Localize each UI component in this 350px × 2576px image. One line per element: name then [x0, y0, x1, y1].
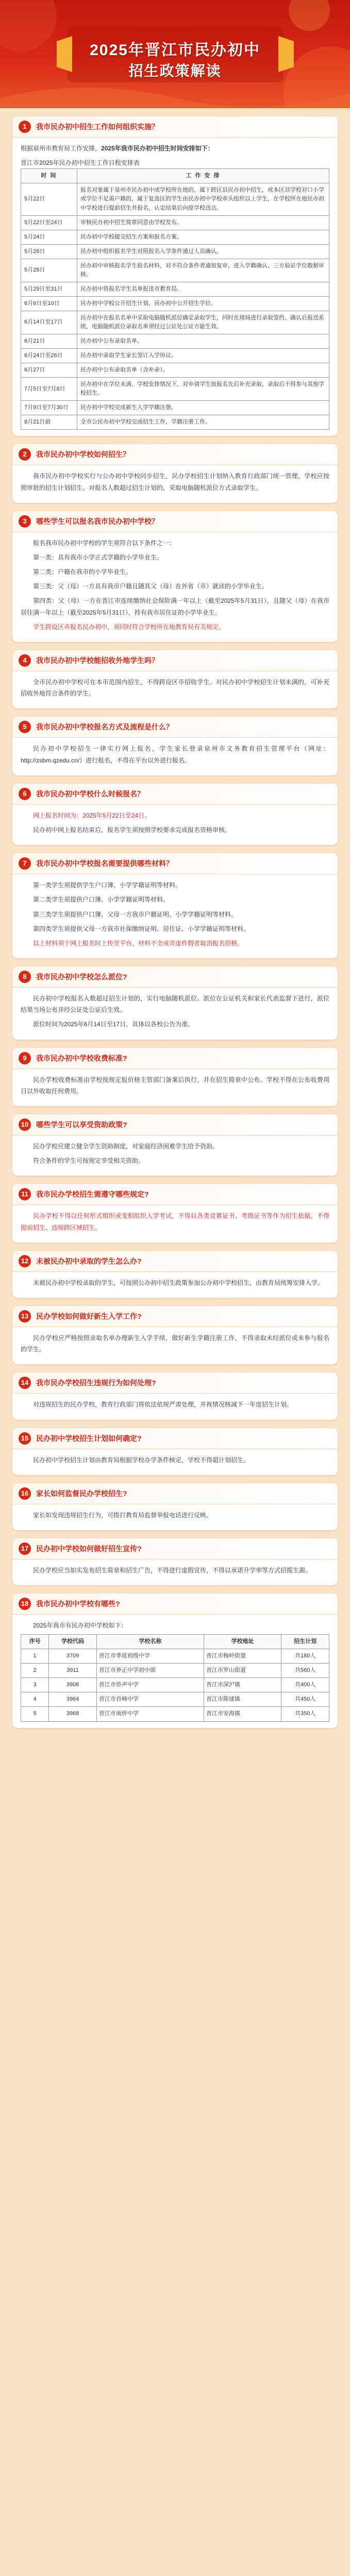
header-banner: [0, 0, 350, 108]
table-header: 学校地址: [204, 1635, 281, 1649]
school-cell-no: 5: [21, 1707, 49, 1721]
school-cell-addr: 晋江市深沪镇: [204, 1678, 281, 1692]
answer-body: [12, 1504, 338, 1530]
answer-paragraph: 第三类学生须提供户口簿、父母一方我市户籍证明、小学学籍证明等材料。: [33, 910, 238, 918]
answer-paragraph: 我市民办初中学校实行与公办初中学校同步招生，民办学校招生计划纳入教育行政部门统一管理，学校应按照审批的招生计划招生。对报名人数超过招生计划的，采取电脑随机派位方式录取学生。: [21, 472, 329, 492]
qa-header: [12, 444, 338, 465]
schedule-time-cell: 7月5日至7月8日: [21, 378, 77, 401]
schedule-table-title: 晋江市2025年民办初中招生工作日程安排表: [21, 159, 140, 167]
answer-paragraph: 民办学校应建立健全学生资助制度，对家庭经济困难学生给予资助。: [33, 1143, 219, 1150]
question-number-badge: 1: [19, 121, 31, 133]
question-title: 哪些学生可以享受资助政策?: [36, 1121, 127, 1129]
answer-paragraph: 第一类学生须提供学生户口簿、小学学籍证明等材料。: [33, 882, 182, 889]
answer-paragraph: 民办初中学校报名人数超过招生计划的，实行电脑随机派位。派位在公证机关和家长代表监督下进行，派位结果当场公布并经公证处公证后生效。: [21, 995, 329, 1014]
schedule-content-cell: 民办初中公布录取名单（含补录）。: [77, 363, 329, 378]
schedule-table-body: [21, 183, 329, 430]
schedule-row: [21, 282, 329, 296]
question-title: 我市民办初中学校报名方式及流程是什么？: [36, 723, 173, 732]
answer-paragraph: 家长如发现违规招生行为，可拨打教育局监督举报电话进行反映。: [33, 1511, 213, 1519]
school-cell-addr: 晋江市陈埭镇: [204, 1692, 281, 1707]
question-title: 未被民办初中录取的学生怎么办?: [36, 1257, 142, 1265]
school-cell-code: 3908: [49, 1678, 97, 1692]
school-cell-name: 晋江市侨声中学: [96, 1678, 204, 1692]
answer-paragraph: 学生跨设区市报名民办初中，须同时符合学校所在地教育局有关规定。: [33, 623, 225, 631]
question-title: 我市民办学校招生违规行为如何处理?: [36, 1379, 156, 1387]
question-number-badge: 15: [19, 1432, 31, 1445]
school-cell-code: 3964: [49, 1692, 97, 1707]
answer-paragraph: 第四类：父（母）一方在晋江市连续缴纳社会保险满一年以上（截至2025年5月31日），且随父（母）在我市居住满一年以上（截至2025年5月31日），持有我市居住证的小学毕业生。: [21, 597, 329, 616]
qa-header: [12, 1251, 338, 1272]
qa-header: [12, 1594, 338, 1615]
question-number-badge: 10: [19, 1118, 31, 1131]
schedule-row: [21, 401, 329, 415]
qa-card-7: [12, 853, 338, 958]
qa-header: [12, 650, 338, 671]
answer-paragraph: 2025年我市有民办初中学校如下：: [33, 1622, 127, 1630]
answer-body: [12, 1327, 338, 1364]
question-number-badge: 7: [19, 857, 31, 870]
schedule-table: [21, 168, 329, 430]
school-cell-name: 晋江市季延初级中学: [96, 1649, 204, 1664]
schedule-content-cell: 民办初中在报名名单中采取电脑随机派位确定录取学生，同时在现场进行录取签约，确认后报送系统，电脑随机派位录取名单须经过公证处公证方能生效。: [77, 311, 329, 334]
schedule-content-cell: 民办初中录取学生家长签订入学协议。: [77, 349, 329, 363]
schedule-time-cell: 6月14日至17日: [21, 311, 77, 334]
qa-card-17: [12, 1538, 338, 1585]
answer-paragraph: 第二类学生须提供户口簿、小学学籍证明等材料。: [33, 896, 170, 904]
schedule-time-cell: 8月21日前: [21, 415, 77, 430]
qa-header: [12, 1428, 338, 1449]
schedule-row: [21, 334, 329, 348]
schedule-time-cell: 5月28日: [21, 259, 77, 282]
question-title: 我市民办初中学校如何招生？: [36, 450, 130, 459]
qa-card-11: [12, 1184, 338, 1242]
question-title: 我市民办初中学校有哪些?: [36, 1600, 120, 1608]
school-cell-plan: 共560人: [281, 1664, 329, 1678]
school-cell-addr: 晋江市梅岭街道: [204, 1649, 281, 1664]
answer-paragraph: 民办初中学校招生计划由教育局根据学校办学条件核定，学校不得超计划招生。: [33, 1456, 250, 1464]
schedule-time-cell: 6月21日: [21, 334, 77, 348]
question-title: 我市民办初中学校收费标准?: [36, 1054, 127, 1062]
question-number-badge: 9: [19, 1052, 31, 1064]
school-cell-plan: 共350人: [281, 1707, 329, 1721]
table-header-content: 工 作 安 排: [77, 169, 329, 183]
table-header: 招生计划: [281, 1635, 329, 1649]
answer-body: [12, 1069, 338, 1106]
qa-card-14: [12, 1372, 338, 1419]
question-number-badge: 8: [19, 971, 31, 983]
answer-body: [12, 1394, 338, 1419]
answer-body: [12, 874, 338, 958]
question-title: 我市民办初中学校能招收外地学生吗？: [36, 656, 159, 665]
title-line-1: 2025年晋江市民办初中: [90, 42, 260, 59]
answer-paragraph: 民办学校收费标准由学校按规定报价格主管部门备案后执行，并在招生简章中公布。学校不得在公布收费项目以外收取任何费用。: [21, 1076, 329, 1095]
school-cell-code: 3709: [49, 1649, 97, 1664]
school-row: [21, 1664, 329, 1678]
schedule-time-cell: 5月29日至31日: [21, 282, 77, 296]
schedule-row: [21, 415, 329, 430]
schedule-content-cell: 民办初中学校完成新生入学学籍注册。: [77, 401, 329, 415]
intro-text: 根据泉州市教育局工作安排，: [21, 145, 102, 152]
schedule-content-cell: 民办初中将报名学生名单报送市教育局。: [77, 282, 329, 296]
answer-paragraph: 民办学校应严格按照录取名单办理新生入学手续，做好新生学籍注册工作，不得录取未经派位或未参与报名的学生。: [21, 1334, 329, 1353]
question-title: 民办初中学校招生计划如何确定?: [36, 1434, 142, 1443]
answer-body: [12, 138, 338, 436]
question-title: 我市民办初中学校报名需要提供哪些材料？: [36, 859, 173, 868]
qa-header: [12, 511, 338, 532]
schedule-content-cell: 民办初中在学位未满、学校安排情况下，对申请学生按报名先后补充录取，录取后不得参与其他学校招生。: [77, 378, 329, 401]
answer-body: [12, 671, 338, 708]
answer-paragraph: 符合条件的学生可按规定享受相关资助。: [33, 1157, 145, 1165]
qa-header: [12, 967, 338, 988]
question-title: 我市民办初中学校什么时候报名？: [36, 789, 144, 798]
schedule-time-cell: 5月22日至24日: [21, 215, 77, 230]
qa-card-18: [12, 1594, 338, 1727]
school-list-table: [21, 1634, 329, 1721]
school-cell-addr: 晋江市罗山街道: [204, 1664, 281, 1678]
schedule-content-cell: 民办初中审核报名学生报名材料，对不符合条件者通知复审，进入学籍确认、三方验证学位数据审核。: [77, 259, 329, 282]
schedule-row: [21, 215, 329, 230]
schedule-content-cell: 民办初中学校提交招生方案和报名方案。: [77, 230, 329, 244]
schedule-time-cell: 6月27日: [21, 363, 77, 378]
page-footer-space: [12, 1736, 338, 1752]
schedule-row: [21, 244, 329, 259]
school-cell-name: 晋江市首峰中学: [96, 1692, 204, 1707]
schedule-time-cell: 6月24日至26日: [21, 349, 77, 363]
schedule-row: [21, 259, 329, 282]
school-cell-plan: 共180人: [281, 1649, 329, 1664]
school-cell-code: 3911: [49, 1664, 97, 1678]
answer-paragraph: 民办初中网上报名结束后，报名学生须按照学校要求完成报名资格审核。: [33, 826, 231, 834]
question-title: 家长如何监督民办学校招生?: [36, 1489, 127, 1498]
schedule-content-cell: 民办初中公布录取名单。: [77, 334, 329, 348]
qa-header: [12, 1483, 338, 1504]
school-cell-no: 3: [21, 1678, 49, 1692]
question-number-badge: 2: [19, 448, 31, 461]
answer-paragraph: 对违规招生的民办学校，教育行政部门将依法依规严肃处理，并视情况核减下一年度招生计划。: [33, 1401, 293, 1409]
qa-header: [12, 1048, 338, 1069]
answer-body: [12, 532, 338, 642]
schedule-time-cell: 5月24日: [21, 230, 77, 244]
question-number-badge: 5: [19, 721, 31, 733]
question-title: 我市民办学校招生需遵守哪些规定?: [36, 1190, 149, 1199]
qa-header: [12, 1538, 338, 1560]
question-number-badge: 13: [19, 1310, 31, 1323]
schedule-row: [21, 349, 329, 363]
question-number-badge: 6: [19, 788, 31, 800]
school-cell-no: 1: [21, 1649, 49, 1664]
question-number-badge: 11: [19, 1188, 31, 1200]
school-row: [21, 1707, 329, 1721]
answer-paragraph: 未被民办初中学校录取的学生，可按照公办初中招生政策参加公办初中学校招生，由教育局统筹安排入学。: [33, 1279, 324, 1286]
answer-paragraph: 第二类：户籍在我市的小学毕业生。: [33, 568, 132, 576]
table-header: 序号: [21, 1635, 49, 1649]
answer-paragraph: 报名我市民办初中学校的学生须符合以下条件之一：: [33, 539, 176, 547]
question-title: 哪些学生可以报名我市民办初中学校？: [36, 517, 159, 526]
qa-header: [12, 1184, 338, 1205]
title-line-2: 招生政策解读: [128, 63, 222, 79]
qa-card-4: [12, 650, 338, 708]
school-list-body: [21, 1649, 329, 1721]
schedule-content-cell: 民办初中组织报名学生对照报名入学条件通过人员确认。: [77, 244, 329, 259]
qa-header: [12, 1306, 338, 1327]
school-cell-name: 晋江市养正中学初中部: [96, 1664, 204, 1678]
school-cell-name: 晋江市南侨中学: [96, 1707, 204, 1721]
question-number-badge: 14: [19, 1377, 31, 1389]
schedule-row: [21, 363, 329, 378]
answer-paragraph: 民办学校不得以任何形式组织或变相组织入学考试，不得以各类竞赛证书、考级证书等作为招生依据，不得提前招生、违规跨区域招生。: [21, 1212, 329, 1231]
question-title: 民办学校如何做好新生入学工作?: [36, 1312, 142, 1320]
answer-paragraph: 民办初中学校招生一律实行网上报名，学生家长登录泉州市义务教育招生管理平台（网址：http://zsbm.qzedu.cn/）进行报名，不得在平台以外进行报名。: [21, 745, 329, 764]
table-header: 学校名称: [96, 1635, 204, 1649]
school-row: [21, 1649, 329, 1664]
qa-header: [12, 1114, 338, 1136]
schedule-row: [21, 183, 329, 215]
table-header: 学校代码: [49, 1635, 97, 1649]
question-title: 我市民办初中学校怎么派位?: [36, 973, 127, 981]
qa-header: [12, 717, 338, 738]
answer-paragraph: 以上材料须于网上报名时上传至平台，材料不全或弄虚作假者取消报名资格。: [33, 939, 244, 947]
schedule-content-cell: 报名对象属于泉州市民办初中或学校所在地的，属于跨区县民办初中招生，或本区县学校对口小学或学位不足需户籍的，属于复选区的学生由民办初中学校牵头组织以上学生，在学校所在地民办初中学校进行提前招生并报名，认定结果后向原学校送达。: [77, 183, 329, 215]
school-cell-no: 2: [21, 1664, 49, 1678]
question-title: 民办初中学校如何做好招生宣传?: [36, 1544, 142, 1553]
schedule-row: [21, 378, 329, 401]
qa-header: [12, 1372, 338, 1394]
qa-header: [12, 784, 338, 805]
qa-card-9: [12, 1048, 338, 1106]
schedule-content-cell: 民办初中学校公开招生计划、民办初中公开招生学位。: [77, 296, 329, 311]
school-cell-addr: 晋江市安海镇: [204, 1707, 281, 1721]
answer-body: [12, 1272, 338, 1298]
schedule-row: [21, 311, 329, 334]
schedule-content-cell: 审核民办初中招生简章同意由学校发布。: [77, 215, 329, 230]
school-cell-plan: 共400人: [281, 1678, 329, 1692]
answer-body: [12, 738, 338, 775]
question-title: 我市民办初中招生工作如何组织实施？: [36, 123, 159, 131]
qa-card-2: [12, 444, 338, 502]
qa-card-1: [12, 116, 338, 436]
qa-card-15: [12, 1428, 338, 1475]
intro-bold-text: 2025年我市民办初中招生时间安排如下：: [101, 145, 214, 152]
answer-body: [12, 805, 338, 845]
answer-paragraph: 第三类：父（母）一方具有我市户籍且随其父（母）在外省（市）就读的小学毕业生。: [33, 583, 269, 590]
answer-body: [12, 1136, 338, 1176]
answer-body: [12, 1615, 338, 1727]
answer-paragraph: 第四类学生须提供父母一方我市社保缴纳证明、居住证、小学学籍证明等材料。: [33, 925, 250, 933]
schedule-row: [21, 230, 329, 244]
schedule-time-cell: 5月26日: [21, 244, 77, 259]
schedule-time-cell: 6月6日至10日: [21, 296, 77, 311]
school-row: [21, 1678, 329, 1692]
question-number-badge: 17: [19, 1543, 31, 1555]
schedule-row: [21, 296, 329, 311]
school-cell-no: 4: [21, 1692, 49, 1707]
question-number-badge: 16: [19, 1487, 31, 1500]
qa-card-12: [12, 1251, 338, 1298]
answer-paragraph: 全市民办初中学校可在本市范围内招生，不得跨设区市招收学生。对民办初中学校招生计划未满的，可补充招收外地符合条件的学生。: [21, 679, 329, 698]
qa-card-3: [12, 511, 338, 642]
answer-paragraph: 第一类：具有我市小学正式学籍的小学毕业生。: [33, 553, 163, 561]
answer-paragraph: 网上报名时间为：2025年5月22日至24日。: [33, 811, 151, 819]
qa-card-6: [12, 784, 338, 845]
answer-body: [12, 1560, 338, 1585]
question-number-badge: 3: [19, 515, 31, 528]
qa-header: [12, 853, 338, 874]
answer-paragraph: 民办学校应当如实发布招生简章和招生广告，不得进行虚假宣传，不得以承诺升学率等方式招揽生源。: [33, 1566, 312, 1574]
question-number-badge: 18: [19, 1598, 31, 1610]
school-row: [21, 1692, 329, 1707]
answer-body: [12, 465, 338, 502]
qa-card-8: [12, 967, 338, 1040]
table-header-time: 时 间: [21, 169, 77, 183]
school-cell-plan: 共450人: [281, 1692, 329, 1707]
schedule-content-cell: 全市公民办初中学校完成招生工作，学籍注册工作。: [77, 415, 329, 430]
school-cell-code: 3968: [49, 1707, 97, 1721]
qa-card-13: [12, 1306, 338, 1364]
answer-body: [12, 988, 338, 1040]
question-number-badge: 4: [19, 654, 31, 667]
qa-card-5: [12, 717, 338, 775]
answer-body: [12, 1205, 338, 1242]
qa-header: [12, 116, 338, 138]
question-number-badge: 12: [19, 1255, 31, 1267]
qa-card-16: [12, 1483, 338, 1530]
answer-body: [12, 1449, 338, 1475]
qa-card-10: [12, 1114, 338, 1176]
answer-paragraph: 派位时间为2025年6月14日至17日，具体以各校公告为准。: [33, 1021, 194, 1028]
answer-paragraph: [21, 143, 329, 154]
schedule-time-cell: 5月22日: [21, 183, 77, 215]
schedule-time-cell: 7月9日至7月30日: [21, 401, 77, 415]
content-area: [0, 108, 350, 1767]
